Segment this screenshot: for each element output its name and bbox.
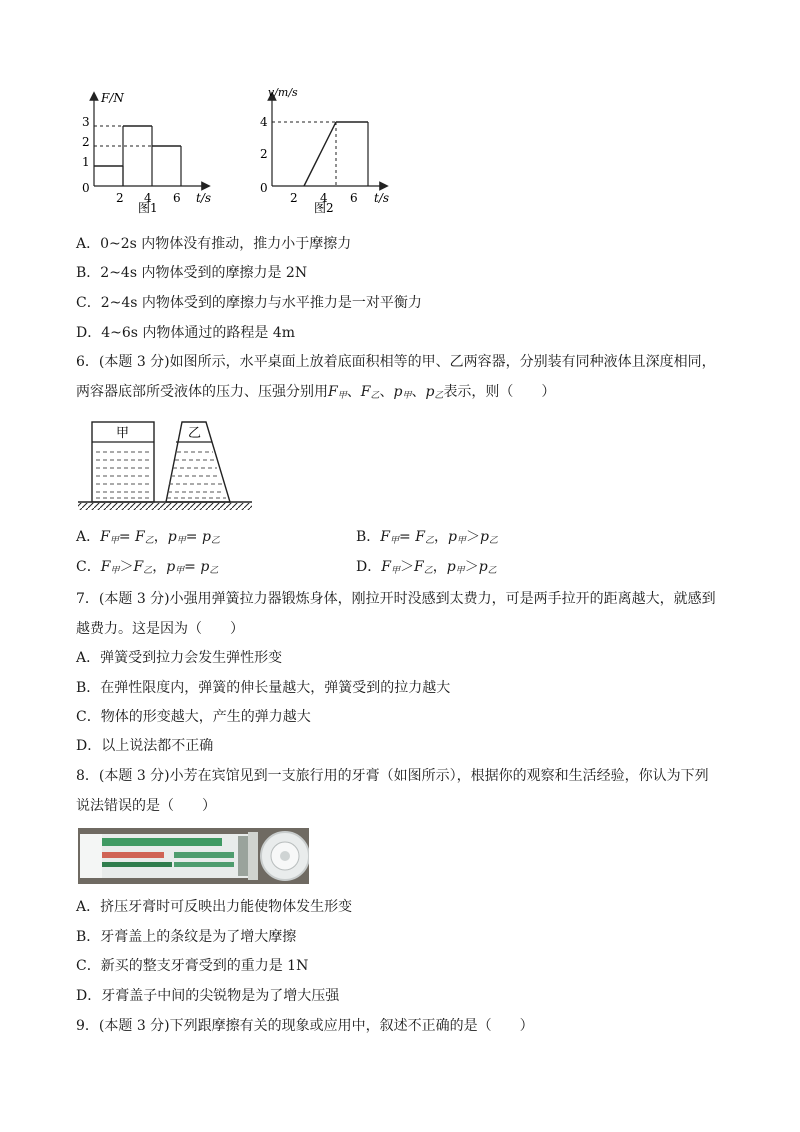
q6-sub-pa: 甲: [402, 391, 412, 401]
q6-d-f2: F: [413, 559, 424, 575]
q6-c-s1: 甲: [110, 566, 120, 576]
q6-c-s2: 乙: [143, 566, 153, 576]
q6-option-a: [76, 527, 220, 551]
q6-d-comma: ，: [432, 559, 447, 575]
q6-a-p1: p: [167, 529, 177, 545]
q6-a-op1: =: [118, 529, 131, 545]
q7-option-c: C．物体的形变越大，产生的弹力越大: [76, 709, 311, 725]
q5-option-c: C．2~4s 内物体受到的摩擦力与水平推力是一对平衡力: [76, 295, 422, 311]
q6-stem-line-1: 6．(本题 3 分)如图所示，水平桌面上放着底面积相等的甲、乙两容器，分别装有同种液体且深度相同，: [76, 354, 716, 370]
q9-stem-line-1: 9．(本题 3 分)下列跟摩擦有关的现象或应用中，叙述不正确的是（ ）: [76, 1018, 534, 1034]
q6-c-p1: p: [166, 559, 176, 575]
q6-d-s2: 乙: [423, 566, 433, 576]
q6-opt-b-label: B．: [356, 529, 381, 545]
q6-sep-2: 、: [379, 384, 394, 400]
fig2-xtick-2: 2: [290, 191, 298, 205]
q8-option-a: A．挤压牙膏时可反映出力能使物体发生形变: [76, 899, 353, 915]
q6-b-f1: F: [380, 529, 391, 545]
q6-c-s3: 甲: [175, 566, 185, 576]
q5-option-d: D．4~6s 内物体通过的路程是 4m: [76, 325, 296, 341]
q6-c-f2: F: [133, 559, 144, 575]
fig1-plot: [94, 126, 181, 186]
toothpaste-photo: [78, 828, 312, 884]
q6-d-p1: p: [446, 559, 456, 575]
q6-c-p2: p: [200, 559, 210, 575]
q6-c-op2: =: [184, 559, 196, 575]
q6-d-s4: 乙: [487, 566, 497, 576]
fig2-ytick-2: 2: [260, 147, 268, 161]
q6-a-f1: F: [100, 529, 110, 545]
q6-c-s4: 乙: [209, 566, 219, 576]
q8-stem-line-2: 说法错误的是（ ）: [76, 798, 216, 814]
q6-sym-f-a: F: [328, 384, 338, 400]
q7-stem-line-1: 7．(本题 3 分)小强用弹簧拉力器锻炼身体，刚拉开时没感到太费力，可是两手拉开的距离越大，就感到: [76, 591, 716, 607]
q6-option-b: [356, 527, 498, 551]
figure-2-velocity-time-graph: [254, 84, 404, 214]
fig2-xtick-6: 6: [350, 191, 358, 205]
q6-b-p1: p: [447, 529, 457, 545]
q6-c-comma: ，: [152, 559, 167, 575]
q6-a-op2: =: [185, 529, 198, 545]
q6-d-op2: ＞: [464, 559, 479, 575]
q6-a-f2: F: [135, 529, 145, 545]
table-hatch: [78, 503, 252, 510]
fig2-ylabel: v/m/s: [268, 86, 298, 99]
q6-sub-b: 乙: [370, 391, 380, 401]
q8-option-b: B．牙膏盖上的条纹是为了增大摩擦: [76, 929, 297, 945]
q6-d-f1: F: [381, 559, 391, 575]
q6-sub-pb: 乙: [434, 391, 444, 401]
q6-stem-line-2: [76, 382, 736, 406]
fig2-origin: 0: [260, 181, 268, 195]
q6-b-s2: 乙: [424, 536, 434, 546]
q6-d-s1: 甲: [390, 566, 400, 576]
q7-option-d: D．以上说法都不正确: [76, 738, 214, 754]
q5-option-b: B．2~4s 内物体受到的摩擦力是 2N: [76, 265, 308, 281]
fig2-segment-0: [304, 122, 336, 186]
q6-b-op2: ＞: [465, 529, 480, 545]
fig1-ytick-3: 3: [82, 115, 90, 129]
q6-c-op1: ＞: [119, 559, 134, 575]
q6-a-comma: ，: [153, 529, 168, 545]
q6-a-s3: 甲: [176, 536, 186, 546]
q6-d-p2: p: [478, 559, 488, 575]
q6-b-p2: p: [479, 529, 489, 545]
q6-stem-suffix: 表示，则（ ）: [443, 384, 556, 400]
fig1-xlabel: t/s: [196, 191, 212, 205]
q6-option-c: [76, 557, 218, 581]
fig2-plot: [272, 122, 368, 186]
fig2-xlabel: t/s: [374, 191, 390, 205]
q6-b-f2: F: [415, 529, 425, 545]
q6-d-op1: ＞: [399, 559, 414, 575]
q6-c-f1: F: [100, 559, 111, 575]
q5-option-a: A．0~2s 内物体没有推动，推力小于摩擦力: [76, 236, 352, 252]
vessel-yi-label: 乙: [188, 426, 202, 441]
q6-a-s4: 乙: [210, 536, 220, 546]
q7-option-b: B．在弹性限度内，弹簧的伸长量越大，弹簧受到的拉力越大: [76, 680, 451, 696]
q6-sym-f-b: F: [360, 384, 371, 400]
q7-option-a: A．弹簧受到拉力会发生弹性形变: [76, 650, 283, 666]
fig2-ytick-4: 4: [260, 115, 268, 129]
q6-sub-a: 甲: [337, 391, 347, 401]
fig2-caption: 图2: [314, 201, 334, 214]
fig2-xtick-4: 4: [320, 191, 328, 205]
fig1-xtick-2: 2: [116, 191, 124, 205]
q6-b-s4: 乙: [488, 536, 498, 546]
vessel-jia-label: 甲: [116, 426, 130, 441]
q6-a-s2: 乙: [144, 536, 154, 546]
fig1-ylabel: F/N: [101, 91, 124, 105]
q6-sym-p-a: p: [393, 384, 403, 400]
q6-a-s1: 甲: [109, 536, 119, 546]
q6-stem-prefix: 两容器底部所受液体的压力、压强分别用: [76, 384, 328, 400]
q8-option-d: D．牙膏盖子中间的尖锐物是为了增大压强: [76, 988, 340, 1004]
q6-opt-a-label: A．: [76, 529, 101, 545]
q6-b-s3: 甲: [456, 536, 466, 546]
q6-b-s1: 甲: [390, 536, 400, 546]
fig1-xtick-4: 4: [144, 191, 152, 205]
q6-a-p2: p: [201, 529, 211, 545]
fig1-ytick-1: 1: [82, 155, 90, 169]
q8-stem-line-1: 8．(本题 3 分)小芳在宾馆见到一支旅行用的牙膏（如图所示），根据你的观察和生活经验，你认为下列: [76, 768, 709, 784]
fig1-caption: 图1: [138, 201, 158, 214]
q6-sep-3: 、: [411, 384, 426, 400]
q6-b-op1: =: [399, 529, 411, 545]
q8-option-c: C．新买的整支牙膏受到的重力是 1N: [76, 958, 309, 974]
fig1-xtick-6: 6: [173, 191, 181, 205]
q6-b-comma: ，: [433, 529, 448, 545]
q6-opt-c-label: C．: [76, 559, 101, 575]
q6-option-d: [356, 557, 497, 581]
fig1-ytick-2: 2: [82, 135, 90, 149]
q6-sep-1: 、: [346, 384, 361, 400]
q6-d-s3: 甲: [455, 566, 465, 576]
q6-containers-figure: [76, 418, 256, 512]
q6-sym-p-b: p: [425, 384, 435, 400]
q7-stem-line-2: 越费力。这是因为（ ）: [76, 621, 244, 637]
fig1-origin: 0: [82, 181, 90, 195]
vessel-jia-liquid: [96, 452, 150, 498]
figure-1-force-time-graph: [76, 84, 226, 214]
toothpaste-cap-side: [248, 832, 258, 880]
q6-opt-d-label: D．: [356, 559, 382, 575]
